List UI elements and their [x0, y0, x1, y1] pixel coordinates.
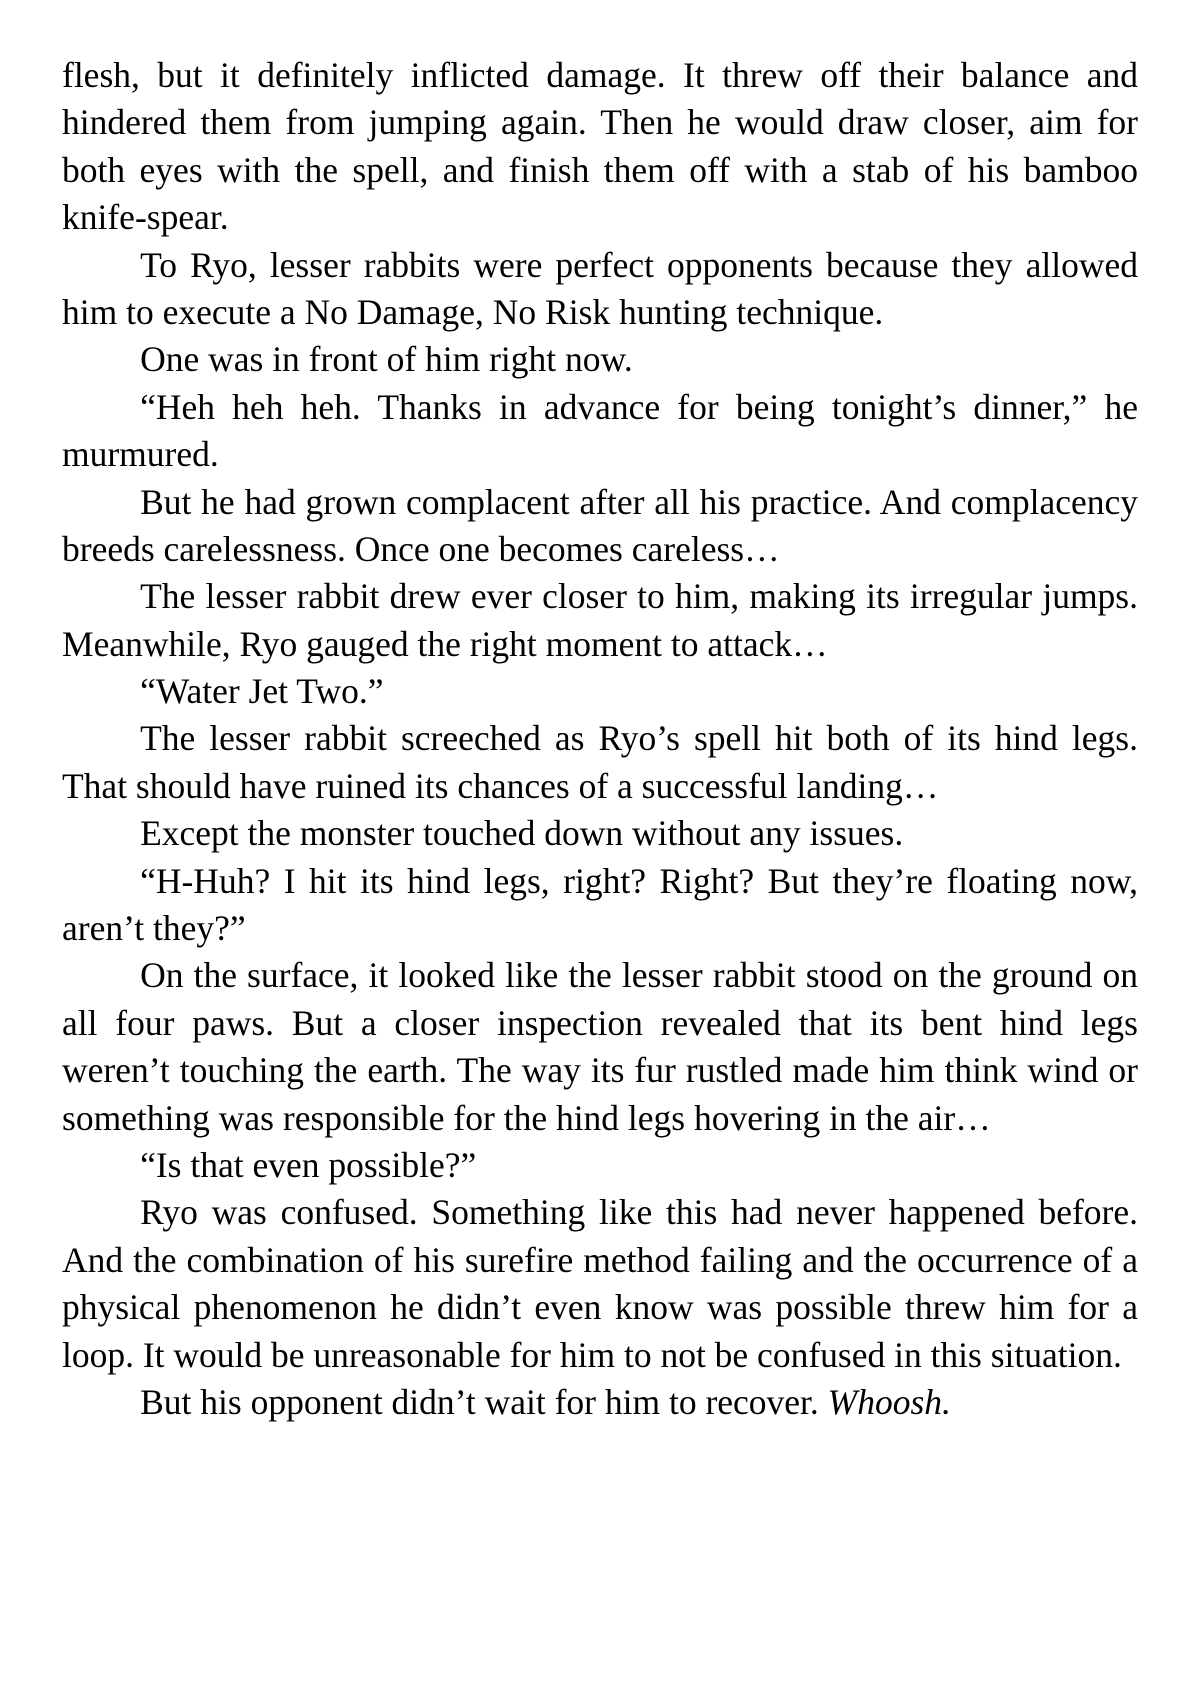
paragraph: Except the monster touched down without any issues.: [140, 813, 904, 854]
paragraph: To Ryo, lesser rabbits were perfect opponents because they allowed him to execute a No Damage, No Risk hunting technique.: [62, 244, 1138, 332]
paragraph: Ryo was confused. Something like this had never happened before. And the combination of his surefire method failing and the occurrence of a physical phenomenon he didn’t even know was possible threw him for a loop. It would be unreasonable for him to not be confused in this situation.: [62, 1192, 1138, 1375]
emphasized-sound-effect: Whoosh.: [827, 1381, 951, 1422]
page-body-text: [62, 52, 1138, 1426]
paragraph: The lesser rabbit drew ever closer to him, making its irregular jumps. Meanwhile, Ryo gauged the right moment to attack…: [62, 576, 1138, 664]
paragraph: “Is that even possible?”: [140, 1144, 477, 1185]
paragraph-with-emphasis: [62, 1379, 1138, 1426]
paragraph: “Water Jet Two.”: [140, 671, 384, 712]
paragraph: On the surface, it looked like the lesser rabbit stood on the ground on all four paws. But a closer inspection revealed that its bent hind legs weren’t touching the earth. The way its fur rustled made him think wind or something was responsible for the hind legs hovering in the air…: [62, 955, 1138, 1138]
paragraph: One was in front of him right now.: [140, 339, 633, 380]
paragraph: The lesser rabbit screeched as Ryo’s spell hit both of its hind legs. That should have ruined its chances of a successful landing…: [62, 718, 1138, 806]
paragraph: “Heh heh heh. Thanks in advance for being tonight’s dinner,” he murmured.: [62, 386, 1138, 475]
paragraph: “H-Huh? I hit its hind legs, right? Right? But they’re floating now, aren’t they?”: [62, 860, 1138, 949]
paragraph: flesh, but it definitely inflicted damage. It threw off their balance and hindered them from jumping again. Then he would draw closer, aim for both eyes with the spell, and finish them off with a stab of his bamboo knife-spear.: [62, 55, 1138, 238]
paragraph-text: But his opponent didn’t wait for him to recover.: [140, 1381, 828, 1422]
paragraph: But he had grown complacent after all his practice. And complacency breeds carelessness. Once one becomes careless…: [62, 481, 1138, 569]
